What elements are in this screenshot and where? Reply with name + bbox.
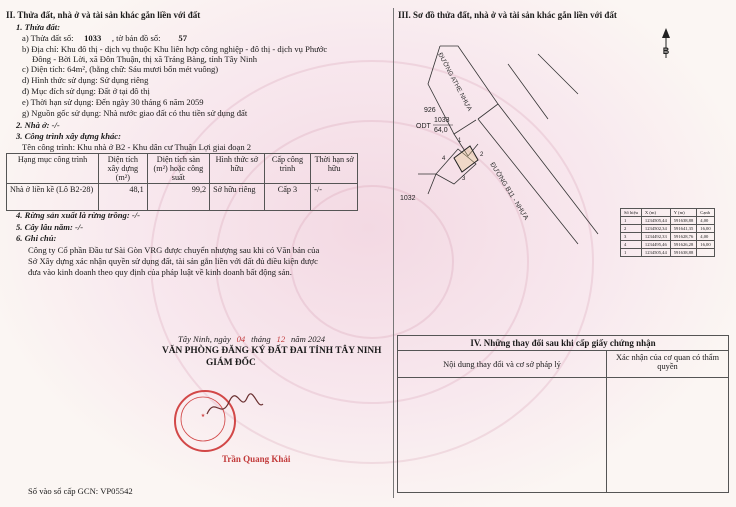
table-cell: Nhà ở liền kề (Lô B2-28)	[7, 184, 99, 211]
coord-cell: 1	[621, 217, 642, 225]
coord-cell: 591641,35	[670, 225, 697, 233]
parcel-number: 1033	[84, 33, 102, 43]
parcel-line	[22, 33, 203, 44]
note-line-3: đưa vào kinh doanh theo quy định của pháp luật về kinh doanh bất động sản.	[28, 267, 292, 277]
changes-col-confirmation: Xác nhận của cơ quan có thẩm quyền	[607, 351, 729, 378]
date-year: năm 2024	[290, 334, 326, 344]
coord-cell: 1234505,44	[641, 217, 670, 225]
coord-header: X (m)	[641, 209, 670, 217]
origin-line: g) Nguồn gốc sử dụng: Nhà nước giao đất có thu tiền sử dụng đất	[22, 108, 248, 118]
table-row	[621, 217, 715, 225]
col-header: Cấp công trình	[264, 154, 311, 184]
coord-cell: 4,00	[697, 217, 714, 225]
coord-cell: 4	[621, 241, 642, 249]
coord-cell: 16,00	[697, 225, 714, 233]
term-line: e) Thời hạn sử dụng: Đến ngày 30 tháng 6 năm 2059	[22, 97, 204, 107]
date-line	[178, 334, 325, 345]
coord-cell: 3	[621, 233, 642, 241]
changes-empty-cell	[398, 378, 607, 493]
changes-header-row	[398, 351, 729, 378]
date-month: 12	[276, 334, 286, 344]
entry-number: VP05542	[100, 486, 133, 496]
construction-name: Tên công trình: Khu nhà ở B2 - Khu dân cư Thuận Lợi giai đoạn 2	[22, 142, 252, 152]
perennial-line: 5. Cây lâu năm: -/-	[16, 222, 84, 232]
table-row	[621, 233, 715, 241]
table-header-row	[7, 154, 358, 184]
coord-cell: 1234505,44	[641, 249, 670, 257]
coord-cell: 1	[621, 249, 642, 257]
address-line-2: Đông - Bời Lời, xã Đôn Thuận, thị xã Trảng Bàng, tỉnh Tây Ninh	[32, 54, 258, 64]
table-cell: 99,2	[147, 184, 209, 211]
section-ii-title: II. Thửa đất, nhà ở và tài sản khác gắn liền với đất	[6, 10, 201, 20]
note-line-1: Công ty Cổ phần Đầu tư Sài Gòn VRG được chuyển nhượng sau khi có Văn bản của	[28, 245, 320, 255]
vertex-4: 4	[442, 156, 446, 162]
coord-cell: 591638,88	[670, 249, 697, 257]
col-header: Hạng mục công trình	[7, 154, 99, 184]
office-name: VĂN PHÒNG ĐĂNG KÝ ĐẤT ĐAI TỈNH TÂY NINH	[162, 346, 382, 356]
street-b11-label: ĐƯỜNG B11 - NHỰA	[488, 161, 530, 222]
signature-scribble	[205, 392, 265, 422]
map-label: , tờ bản đồ số:	[111, 33, 161, 43]
office-title: GIÁM ĐỐC	[206, 358, 256, 368]
parcel-label: a) Thửa đất số:	[22, 33, 74, 43]
col-header: Diện tích sàn (m²) hoặc công suất	[147, 154, 209, 184]
coord-cell: 16,00	[697, 241, 714, 249]
vertex-1: 1	[458, 138, 462, 144]
note-heading: 6. Ghi chú:	[16, 233, 57, 243]
table-cell: 48,1	[99, 184, 148, 211]
coord-cell	[697, 249, 714, 257]
date-prefix: Tây Ninh, ngày	[178, 334, 231, 344]
coord-cell: 1234502,34	[641, 225, 670, 233]
table-cell: Cấp 3	[264, 184, 311, 211]
odt-label: ODT	[416, 123, 431, 130]
entry-number-line	[28, 486, 133, 497]
table-row	[621, 225, 715, 233]
col-header: Hình thức sở hữu	[210, 154, 265, 184]
forest-line: 4. Rừng sản xuất là rừng trồng: -/-	[16, 210, 140, 220]
parcel-1032-label: 1032	[400, 195, 416, 202]
coord-header: Cạnh	[697, 209, 714, 217]
changes-empty-row	[398, 378, 729, 493]
changes-title-row	[398, 336, 729, 351]
use-form-line: d) Hình thức sử dụng: Sử dụng riêng	[22, 75, 149, 85]
map-number: 57	[178, 33, 187, 43]
vertex-2: 2	[480, 152, 484, 158]
parcel-926-label: 926	[424, 107, 436, 114]
address-line-1: b) Địa chỉ: Khu đô thị - dịch vụ thuộc Khu liên hợp công nghiệp - đô thị - dịch vụ Phước	[22, 44, 328, 54]
table-row	[621, 241, 715, 249]
signer-name: Trần Quang Khải	[222, 454, 291, 464]
north-label: B	[662, 46, 670, 56]
changes-title: IV. Những thay đổi sau khi cấp giấy chứng nhận	[398, 336, 729, 351]
col-header: Diện tích xây dựng (m²)	[99, 154, 148, 184]
table-cell: -/-	[311, 184, 358, 211]
coord-cell: 1234495,46	[641, 241, 670, 249]
coord-header: Số hiệu	[621, 209, 642, 217]
coord-header-row	[621, 209, 715, 217]
entry-label: Số vào sổ cấp GCN:	[28, 486, 99, 496]
section-iii-title: III. Sơ đồ thửa đất, nhà ở và tài sản khác gắn liền với đất	[398, 10, 617, 20]
date-day: 04	[236, 334, 246, 344]
land-heading: 1. Thửa đất:	[16, 22, 61, 32]
svg-text:★: ★	[200, 413, 206, 419]
changes-col-content: Nội dung thay đổi và cơ sở pháp lý	[398, 351, 607, 378]
house-line: 2. Nhà ở: -/-	[16, 120, 60, 130]
table-cell: Sở hữu riêng	[210, 184, 265, 211]
coord-cell: 4,00	[697, 233, 714, 241]
changes-empty-cell	[607, 378, 729, 493]
coord-cell: 1234492,33	[641, 233, 670, 241]
table-row	[621, 249, 715, 257]
date-month-label: tháng	[251, 334, 271, 344]
odt-number: 1033	[434, 117, 450, 124]
column-divider	[393, 8, 394, 498]
note-line-2: Sở Xây dựng xác nhận quyền sử dụng đất, tài sản gắn liền với đất đủ điều kiện được	[28, 256, 318, 266]
purpose-line: đ) Mục đích sử dụng: Đất ở tại đô thị	[22, 86, 150, 96]
coord-cell: 2	[621, 225, 642, 233]
coord-cell: 591638,88	[670, 217, 697, 225]
coordinate-table	[620, 208, 715, 257]
coord-cell: 591626,28	[670, 241, 697, 249]
table-row	[7, 184, 358, 211]
construction-table	[6, 153, 358, 211]
street-athe-label: ĐƯỜNG ATHE NHỰA	[436, 51, 473, 113]
construction-heading: 3. Công trình xây dựng khác:	[16, 131, 121, 141]
vertex-3: 3	[462, 176, 466, 182]
coord-cell: 591628,76	[670, 233, 697, 241]
col-header: Thời hạn sở hữu	[311, 154, 358, 184]
odt-area: 64,0	[434, 127, 448, 134]
coord-header: Y (m)	[670, 209, 697, 217]
area-line: c) Diện tích: 64m², (bằng chữ: Sáu mươi bốn mét vuông)	[22, 64, 219, 74]
changes-table	[397, 335, 729, 493]
